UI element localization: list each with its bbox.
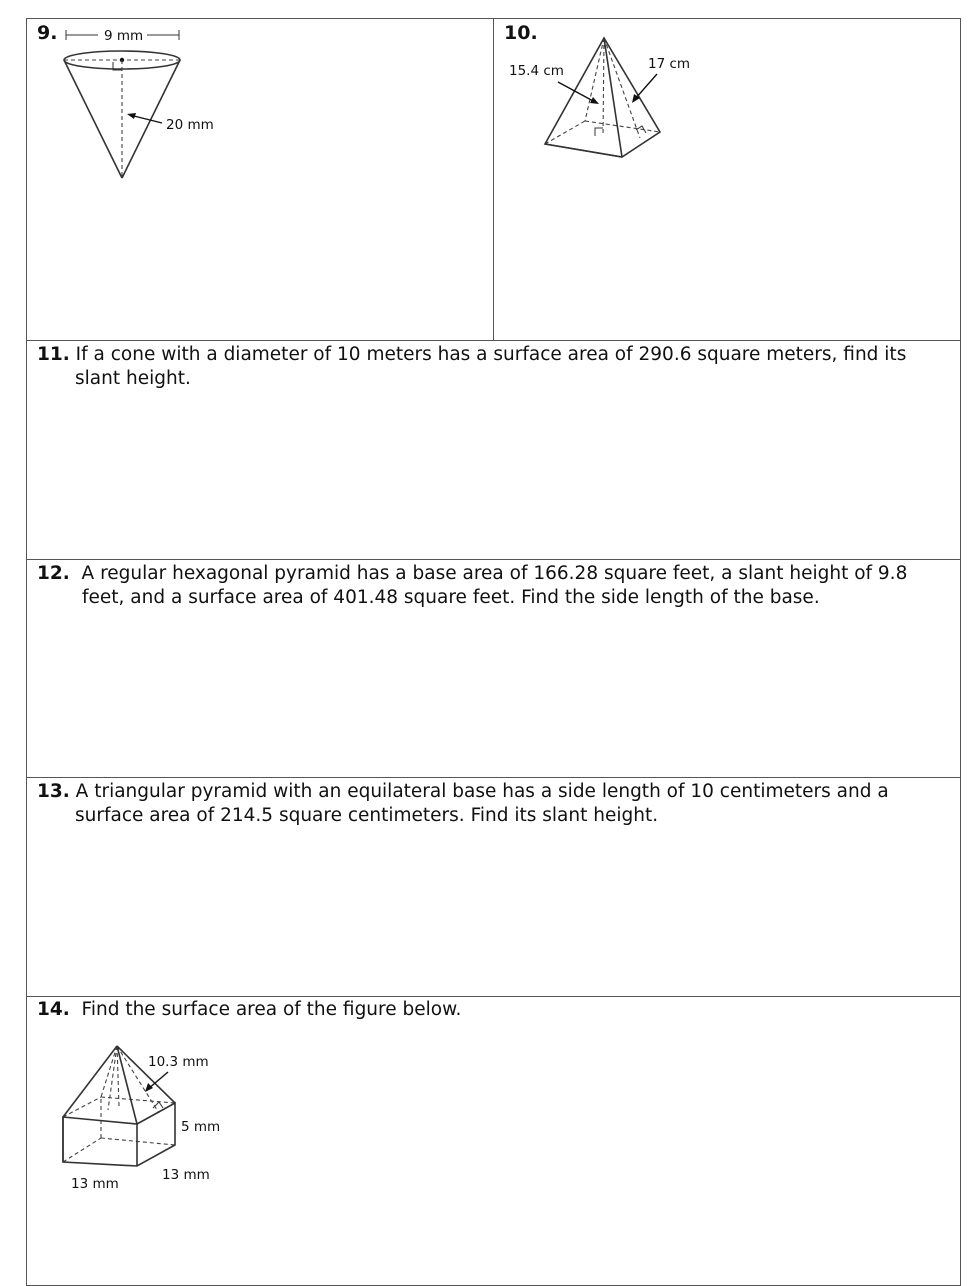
problem-11-text: If a cone with a diameter of 10 meters has a surface area of 290.6 square meters, find its slant height. [75,344,907,389]
cone-side-left [64,60,122,178]
cone-diameter-label: 9 mm [104,28,144,44]
problem-14-number: 14. [37,999,70,1020]
problem-12-number: 12. [37,563,70,584]
problem-11-number: 11. [37,344,70,365]
composite-depth-label: 13 mm [162,1167,210,1183]
problem-14-text-block [37,998,942,1022]
problem-13-number: 13. [37,781,70,802]
diameter-dimension [66,28,179,44]
problem-13-text-block [37,780,942,828]
problem-11-text-block [37,343,942,391]
composite-figure [0,1030,300,1200]
prism-outline [63,1103,175,1166]
problem-12-text-block [37,562,942,610]
pyramid-edges [63,1046,117,1117]
cone-figure [0,0,300,200]
composite-width-label: 13 mm [71,1176,119,1192]
problem-10-number: 10. [504,22,538,44]
problem-13-cell [26,777,961,997]
problem-9-number: 9. [37,22,58,44]
problem-12-text: A regular hexagonal pyramid has a base area of 166.28 square feet, a slant height of 9.8 feet, and a surface area of 401.48 square feet. Find the side length of the base. [81,563,908,608]
pyramid-slant-label: 17 cm [648,56,691,72]
problem-13-text: A triangular pyramid with an equilateral base has a side length of 10 centimeters and a surface area of 214.5 square centimeters. Find its slant height. [75,781,889,826]
composite-slant-label: 10.3 mm [148,1054,209,1070]
problem-11-cell [26,340,961,560]
cone-slant-label: 20 mm [166,117,214,133]
composite-height-label: 5 mm [181,1119,221,1135]
square-pyramid-figure [494,19,754,179]
problem-12-cell [26,559,961,778]
pyramid-outline [545,38,660,157]
pyramid-side-label: 15.4 cm [509,63,564,79]
problem-14-text: Find the surface area of the figure below. [81,999,462,1020]
